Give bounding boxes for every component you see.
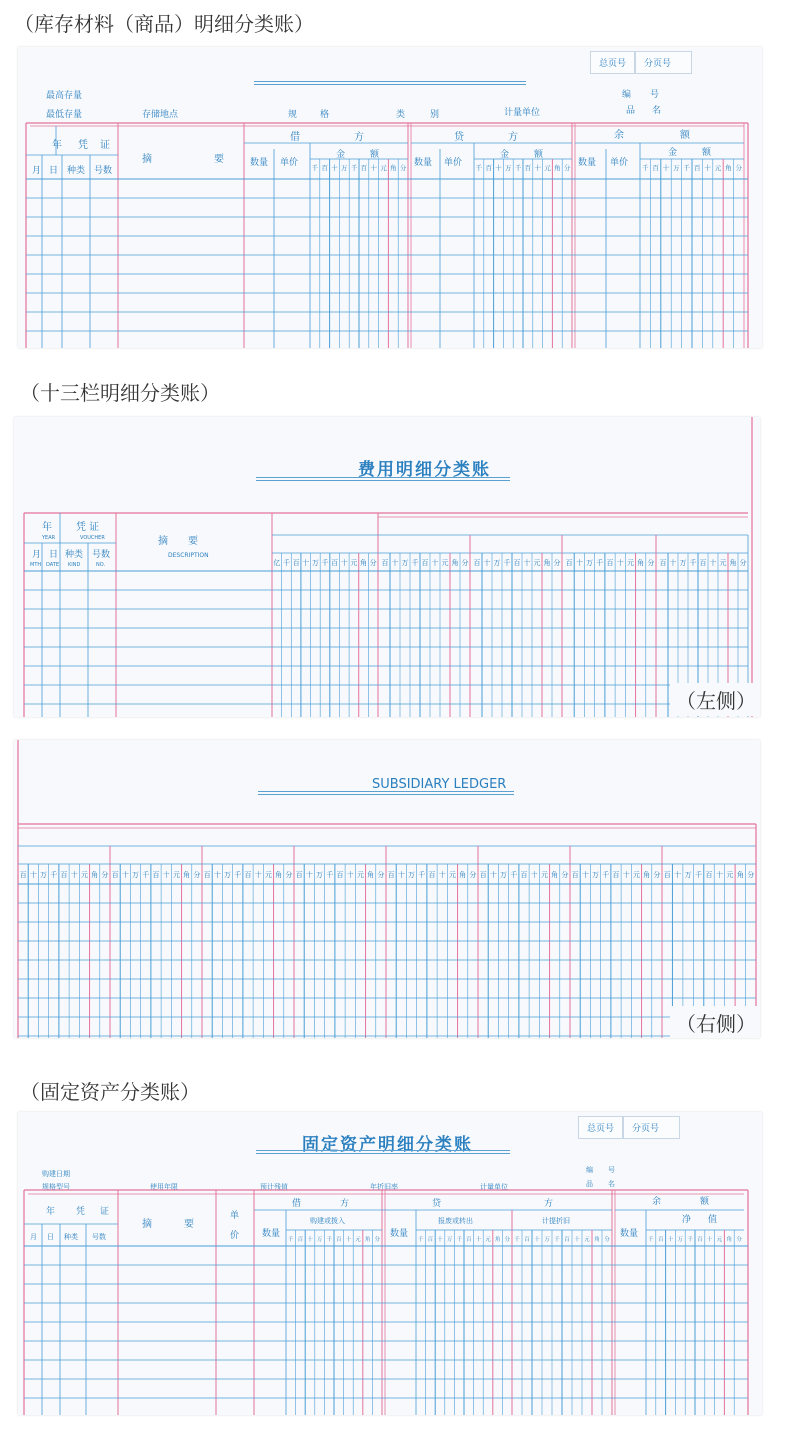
digit-label: 元 <box>540 871 548 879</box>
digit-label: 千 <box>326 871 334 879</box>
digit-label: 千 <box>475 164 483 172</box>
digit-label: 十 <box>70 871 78 879</box>
expense-ledger-title: 费用明细分类账 <box>358 460 491 480</box>
h2-summary: 摘 要 <box>158 536 198 547</box>
digit-label: 元 <box>714 164 722 172</box>
fa-life-label: 使用年限 <box>150 1183 178 1191</box>
digit-label: 元 <box>626 559 634 567</box>
digit-label: 十 <box>530 871 538 879</box>
digit-label: 十 <box>302 559 310 567</box>
total-page-box: 总页号 <box>590 51 635 74</box>
digit-label: 分 <box>604 1237 610 1243</box>
digit-label: 十 <box>575 559 583 567</box>
digit-label: 万 <box>401 559 409 567</box>
digit-label: 分 <box>193 871 201 879</box>
fa-salvage-label: 预计残值 <box>260 1183 288 1191</box>
digit-label: 十 <box>438 871 446 879</box>
digit-label: 十 <box>534 1237 540 1243</box>
digit-label: 千 <box>321 559 329 567</box>
h4-credit-qty: 数量 <box>390 1229 409 1239</box>
digit-label: 万 <box>544 1237 550 1243</box>
expense-ledger-left-grid <box>14 417 760 717</box>
h1-credit-b: 方 <box>508 132 518 143</box>
digit-label: 百 <box>513 559 521 567</box>
digit-label: 角 <box>543 559 551 567</box>
digit-label: 十 <box>574 1237 580 1243</box>
digit-label: 千 <box>288 1237 294 1243</box>
h4-balance-qty: 数量 <box>620 1229 639 1239</box>
digit-label: 分 <box>374 1237 380 1243</box>
h2-month: 月 <box>32 550 42 560</box>
digit-label: 角 <box>360 559 368 567</box>
digit-label: 万 <box>500 871 508 879</box>
digit-label: 百 <box>524 1237 530 1243</box>
fa-total-page-box: 总页号 <box>578 1116 623 1139</box>
digit-label: 十 <box>616 559 624 567</box>
digit-label: 亿 <box>273 559 281 567</box>
digit-label: 元 <box>726 871 734 879</box>
section4-caption: （固定资产分类账） <box>20 1080 200 1104</box>
digit-label: 分 <box>399 164 407 172</box>
h2-voucher: 凭 证 <box>76 522 100 533</box>
fa-code-label-a: 编 <box>586 1166 593 1174</box>
digit-label: 角 <box>637 559 645 567</box>
h1-debit-b: 方 <box>354 132 364 143</box>
digit-label: 十 <box>162 871 170 879</box>
h1-balance-a: 余 <box>614 130 624 141</box>
h1-summary-b: 要 <box>214 154 224 165</box>
digit-label: 十 <box>305 871 313 879</box>
digit-label: 万 <box>132 871 140 879</box>
h1-summary-a: 摘 <box>142 154 152 165</box>
digit-label: 百 <box>360 164 368 172</box>
digit-label: 万 <box>673 164 680 172</box>
digit-label: 千 <box>687 1237 693 1243</box>
digit-label: 十 <box>345 1237 352 1243</box>
digit-label: 角 <box>390 164 397 172</box>
digit-label: 元 <box>80 871 88 879</box>
digit-label: 元 <box>719 559 727 567</box>
digit-label: 百 <box>564 1237 570 1243</box>
digit-label: 百 <box>663 871 671 879</box>
digit-label: 万 <box>316 871 324 879</box>
digit-label: 百 <box>606 559 614 567</box>
digit-label: 万 <box>341 164 348 172</box>
digit-label: 百 <box>697 1237 703 1243</box>
digit-label: 十 <box>213 871 221 879</box>
digit-label: 十 <box>483 559 491 567</box>
h1-balance-qty: 数量 <box>578 158 597 168</box>
left-side-label: （左侧） <box>670 683 760 716</box>
digit-label: 百 <box>427 1237 434 1243</box>
digit-label: 十 <box>391 559 399 567</box>
digit-label: 分 <box>736 1237 742 1243</box>
digit-label: 分 <box>747 871 755 879</box>
digit-label: 元 <box>350 559 358 567</box>
h1-voucher-a: 凭 <box>78 140 88 151</box>
digit-label: 万 <box>316 1237 323 1243</box>
digit-label: 百 <box>244 871 252 879</box>
digit-label: 元 <box>716 1237 723 1243</box>
digit-label: 十 <box>397 871 405 879</box>
name-label-b: 名 <box>652 106 662 116</box>
digit-label: 十 <box>674 871 682 879</box>
digit-label: 分 <box>563 164 571 172</box>
digit-label: 元 <box>380 164 387 172</box>
digit-label: 百 <box>485 164 492 172</box>
digit-label: 角 <box>729 559 737 567</box>
digit-label: 百 <box>473 559 481 567</box>
code-label-a: 编 <box>622 90 632 100</box>
digit-label: 百 <box>331 559 339 567</box>
h1-balance-b: 额 <box>680 130 690 141</box>
h4-scrap-out: 报废或转出 <box>438 1217 473 1225</box>
digit-label: 角 <box>91 871 99 879</box>
inventory-ledger-sheet <box>18 47 762 348</box>
expense-ledger-right-sheet <box>14 740 760 1038</box>
fa-code-label-b: 号 <box>608 1166 615 1174</box>
digit-label: 十 <box>523 559 531 567</box>
digit-label: 角 <box>275 871 283 879</box>
digit-label: 万 <box>684 871 692 879</box>
digit-label: 万 <box>224 871 232 879</box>
digit-label: 百 <box>421 559 429 567</box>
digit-label: 十 <box>370 164 377 172</box>
digit-label: 万 <box>40 871 48 879</box>
digit-label: 分 <box>101 871 109 879</box>
h4-summary-b: 要 <box>184 1219 194 1230</box>
h2-number-en: NO. <box>96 562 106 568</box>
digit-label: 百 <box>520 871 528 879</box>
h2-voucher-en: VOUCHER <box>80 535 105 541</box>
spec-label-b: 格 <box>320 110 330 120</box>
digit-label: 十 <box>254 871 262 879</box>
digit-label: 百 <box>565 559 573 567</box>
h1-balance-amount-a: 金 <box>668 148 678 158</box>
digit-label: 分 <box>647 559 655 567</box>
digit-label: 百 <box>466 1237 472 1243</box>
digit-label: 角 <box>364 1237 371 1243</box>
digit-label: 千 <box>554 1237 560 1243</box>
digit-label: 百 <box>571 871 579 879</box>
h1-credit-amount-a: 金 <box>500 150 510 160</box>
digit-label: 百 <box>428 871 436 879</box>
h2-day-en: DATE <box>46 562 60 568</box>
digit-label: 百 <box>705 871 713 879</box>
category-label-a: 类 <box>396 110 406 120</box>
digit-label: 十 <box>706 1237 713 1243</box>
h1-voucher-b: 证 <box>100 140 110 151</box>
digit-label: 十 <box>667 1237 674 1243</box>
category-label-b: 别 <box>430 110 440 120</box>
digit-label: 分 <box>739 559 747 567</box>
digit-label: 千 <box>683 164 691 172</box>
digit-label: 千 <box>514 164 522 172</box>
digit-label: 万 <box>592 871 600 879</box>
digit-label: 百 <box>524 164 532 172</box>
h4-summary-a: 摘 <box>142 1219 152 1230</box>
h4-kind: 种类 <box>64 1233 78 1241</box>
digit-label: 元 <box>355 1237 361 1243</box>
digit-label: 百 <box>295 871 303 879</box>
max-stock-label: 最高存量 <box>46 91 83 101</box>
digit-label: 元 <box>448 871 456 879</box>
fixed-asset-ledger-grid <box>18 1112 762 1415</box>
digit-label: 角 <box>725 164 732 172</box>
digit-label: 千 <box>510 871 518 879</box>
h4-day: 日 <box>47 1233 54 1241</box>
digit-label: 角 <box>726 1237 733 1243</box>
h4-number: 号数 <box>92 1233 106 1241</box>
digit-label: 角 <box>451 559 459 567</box>
h2-kind: 种类 <box>65 550 84 560</box>
digit-label: 万 <box>493 559 501 567</box>
digit-label: 百 <box>336 1237 342 1243</box>
digit-label: 万 <box>505 164 512 172</box>
fa-sub-page-box: 分页号 <box>623 1116 680 1139</box>
digit-label: 十 <box>495 164 502 172</box>
h2-day: 日 <box>49 550 59 560</box>
digit-label: 百 <box>336 871 344 879</box>
digit-label: 百 <box>657 1237 664 1243</box>
fixed-asset-title: 固定资产明细分类账 <box>302 1135 473 1155</box>
h1-debit-price: 单价 <box>280 158 299 168</box>
digit-label: 千 <box>418 871 426 879</box>
fa-name-label-a: 品 <box>586 1180 593 1188</box>
digit-label: 十 <box>709 559 717 567</box>
h4-year: 年 <box>46 1207 56 1217</box>
digit-label: 万 <box>311 559 319 567</box>
location-label: 存储地点 <box>142 110 179 120</box>
digit-label: 角 <box>554 164 561 172</box>
h4-voucher-a: 凭 <box>76 1207 86 1217</box>
digit-label: 十 <box>622 871 630 879</box>
digit-label: 百 <box>387 871 395 879</box>
digit-label: 分 <box>377 871 385 879</box>
h2-month-en: MTH <box>30 562 42 568</box>
digit-label: 角 <box>367 871 375 879</box>
digit-label: 元 <box>356 871 364 879</box>
digit-label: 十 <box>715 871 723 879</box>
digit-label: 千 <box>282 559 290 567</box>
h4-net-a: 净 <box>682 1215 692 1225</box>
digit-label: 分 <box>504 1237 510 1243</box>
digit-label: 百 <box>659 559 667 567</box>
digit-label: 百 <box>699 559 707 567</box>
digit-label: 千 <box>602 871 610 879</box>
h4-balance-b: 额 <box>700 1197 710 1207</box>
min-stock-label: 最低存量 <box>46 110 83 120</box>
digit-label: 十 <box>662 164 670 172</box>
digit-label: 元 <box>632 871 640 879</box>
h4-debit-b: 方 <box>340 1199 350 1209</box>
section1-caption: （库存材料（商品）明细分类账） <box>14 12 314 36</box>
h4-depr: 计提折旧 <box>542 1217 570 1225</box>
digit-label: 千 <box>648 1237 654 1243</box>
digit-label: 十 <box>431 559 439 567</box>
h4-credit-b: 方 <box>544 1199 554 1209</box>
digit-label: 百 <box>60 871 68 879</box>
digit-label: 角 <box>183 871 191 879</box>
digit-label: 十 <box>489 871 497 879</box>
digit-label: 分 <box>285 871 293 879</box>
digit-label: 角 <box>643 871 651 879</box>
h2-number: 号数 <box>92 550 111 560</box>
digit-label: 千 <box>514 1237 520 1243</box>
h1-number: 号数 <box>94 166 113 176</box>
digit-label: 万 <box>586 559 594 567</box>
digit-label: 角 <box>459 871 467 879</box>
digit-label: 千 <box>456 1237 462 1243</box>
digit-label: 百 <box>479 871 487 879</box>
h4-unit-b: 价 <box>230 1231 240 1241</box>
h1-credit-a: 贷 <box>454 132 464 143</box>
subsidiary-ledger-title: SUBSIDIARY LEDGER <box>372 777 507 792</box>
digit-label: 分 <box>553 559 561 567</box>
digit-label: 分 <box>461 559 469 567</box>
digit-label: 百 <box>203 871 211 879</box>
fixed-asset-ledger-sheet <box>18 1112 762 1415</box>
h1-credit-amount-b: 额 <box>534 150 544 160</box>
digit-label: 千 <box>311 164 319 172</box>
digit-label: 百 <box>111 871 119 879</box>
digit-label: 百 <box>292 559 300 567</box>
fa-unit-label: 计量单位 <box>480 1183 508 1191</box>
h2-year: 年 <box>42 522 52 533</box>
digit-label: 十 <box>581 871 589 879</box>
digit-label: 分 <box>561 871 569 879</box>
h1-year: 年 <box>52 140 62 151</box>
fa-build-date-label: 购建日期 <box>42 1170 70 1178</box>
digit-label: 千 <box>411 559 419 567</box>
spec-label-a: 规 <box>288 110 298 120</box>
h1-debit-a: 借 <box>290 132 300 143</box>
h1-credit-price: 单价 <box>444 158 463 168</box>
digit-label: 十 <box>475 1237 482 1243</box>
digit-label: 元 <box>172 871 180 879</box>
digit-label: 千 <box>50 871 58 879</box>
section2-caption: （十三栏明细分类账） <box>20 381 220 405</box>
fa-name-label-b: 名 <box>608 1180 615 1188</box>
digit-label: 千 <box>234 871 242 879</box>
digit-label: 十 <box>331 164 338 172</box>
digit-label: 百 <box>381 559 389 567</box>
expense-ledger-right-grid <box>14 740 760 1038</box>
h1-balance-price: 单价 <box>610 158 629 168</box>
digit-label: 万 <box>677 1237 684 1243</box>
fa-model-label: 规格型号 <box>42 1183 70 1191</box>
h1-day: 日 <box>49 166 59 176</box>
digit-label: 元 <box>533 559 541 567</box>
digit-label: 元 <box>264 871 272 879</box>
digit-label: 十 <box>29 871 37 879</box>
digit-label: 千 <box>142 871 150 879</box>
digit-label: 十 <box>340 559 348 567</box>
digit-label: 元 <box>485 1237 491 1243</box>
h1-month: 月 <box>32 166 42 176</box>
digit-label: 元 <box>584 1237 590 1243</box>
digit-label: 分 <box>653 871 661 879</box>
digit-label: 千 <box>689 559 697 567</box>
h1-debit-amount-b: 额 <box>370 150 380 160</box>
inventory-ledger-grid <box>18 47 762 348</box>
h1-balance-amount-b: 额 <box>702 148 712 158</box>
digit-label: 十 <box>121 871 129 879</box>
digit-label: 角 <box>594 1237 600 1243</box>
h4-net-b: 值 <box>708 1215 718 1225</box>
digit-label: 十 <box>534 164 541 172</box>
h4-debit-a: 借 <box>292 1199 302 1209</box>
name-label-a: 品 <box>626 106 636 116</box>
code-label-b: 号 <box>650 90 660 100</box>
right-side-label: （右侧） <box>670 1006 760 1038</box>
digit-label: 万 <box>679 559 687 567</box>
digit-label: 分 <box>369 559 377 567</box>
digit-label: 十 <box>704 164 711 172</box>
h4-credit-a: 贷 <box>432 1199 442 1209</box>
digit-label: 千 <box>641 164 649 172</box>
digit-label: 元 <box>441 559 449 567</box>
digit-label: 万 <box>446 1237 453 1243</box>
h1-debit-qty: 数量 <box>250 158 269 168</box>
digit-label: 分 <box>469 871 477 879</box>
h4-month: 月 <box>30 1233 37 1241</box>
h4-built-in: 购建或拨入 <box>310 1217 345 1225</box>
digit-label: 百 <box>152 871 160 879</box>
unit-label: 计量单位 <box>504 108 541 118</box>
h2-summary-en: DESCRIPTION <box>168 552 209 559</box>
h1-kind: 种类 <box>67 166 86 176</box>
digit-label: 千 <box>596 559 604 567</box>
digit-label: 百 <box>612 871 620 879</box>
digit-label: 十 <box>346 871 354 879</box>
h2-year-en: YEAR <box>42 535 56 541</box>
digit-label: 十 <box>307 1237 313 1243</box>
digit-label: 元 <box>544 164 551 172</box>
h4-debit-qty: 数量 <box>262 1229 281 1239</box>
h4-balance-a: 余 <box>652 1197 662 1207</box>
fa-depr-rate-label: 年折旧率 <box>370 1183 398 1191</box>
digit-label: 千 <box>350 164 358 172</box>
digit-label: 千 <box>326 1237 332 1243</box>
digit-label: 百 <box>19 871 27 879</box>
h2-kind-en: KIND <box>68 562 81 568</box>
digit-label: 百 <box>297 1237 304 1243</box>
digit-label: 百 <box>652 164 659 172</box>
digit-label: 千 <box>695 871 703 879</box>
digit-label: 十 <box>437 1237 443 1243</box>
digit-label: 分 <box>735 164 743 172</box>
digit-label: 百 <box>693 164 701 172</box>
h4-voucher-b: 证 <box>100 1207 110 1217</box>
sub-page-box: 分页号 <box>635 51 692 74</box>
digit-label: 十 <box>669 559 677 567</box>
h1-credit-qty: 数量 <box>414 158 433 168</box>
digit-label: 角 <box>736 871 744 879</box>
expense-ledger-left-sheet <box>14 417 760 717</box>
digit-label: 千 <box>503 559 511 567</box>
digit-label: 千 <box>418 1237 424 1243</box>
digit-label: 万 <box>408 871 416 879</box>
digit-label: 角 <box>551 871 559 879</box>
h4-unit-a: 单 <box>230 1211 240 1221</box>
h1-debit-amount-a: 金 <box>336 150 346 160</box>
digit-label: 角 <box>494 1237 501 1243</box>
digit-label: 百 <box>321 164 328 172</box>
